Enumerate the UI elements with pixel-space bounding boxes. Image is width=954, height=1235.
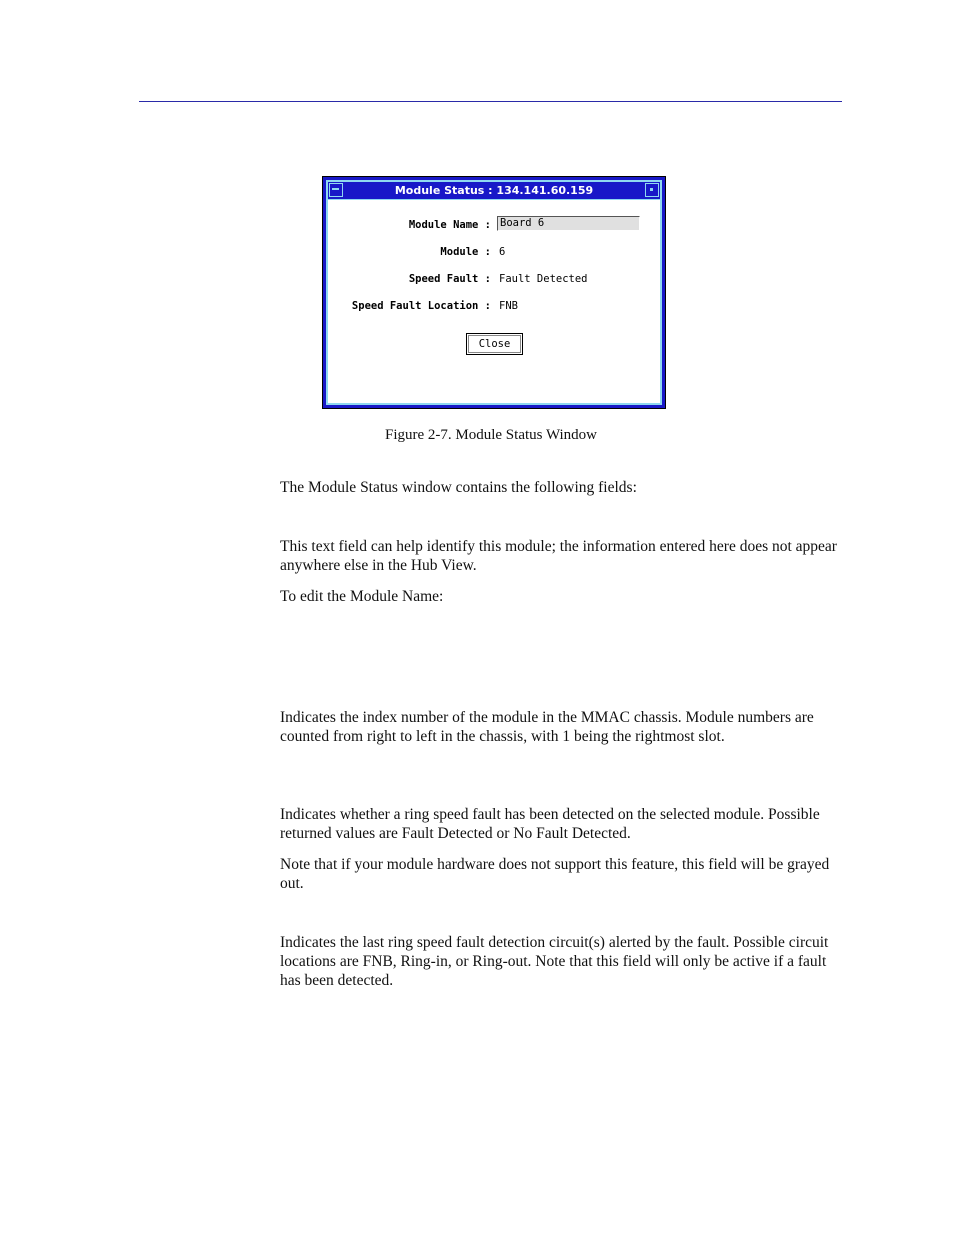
close-button-label: Close [468,335,521,353]
speed-fault-label: Speed Fault : [408,273,491,285]
close-button[interactable] [466,333,523,355]
window-title: Module Status : 134.141.60.159 [394,184,594,197]
figure-caption: Figure 2-7. Module Status Window [384,427,598,443]
speed-fault-value: Fault Detected [499,273,588,285]
window-menu-icon[interactable] [329,183,343,197]
speed-fault-location-label: Speed Fault Location : [351,300,491,312]
module-label: Module : [440,246,491,258]
module-value: 6 [499,246,506,258]
module-name-input[interactable]: Board 6 [497,216,640,231]
intro-paragraph: The Module Status window contains the following fields: [280,479,637,496]
speed-fault-note: Note that if your module hardware does not support this feature, this field will be grayed out. [280,856,830,892]
module-description: Indicates the index number of the module in the MMAC chassis. Module numbers are counted from right to left in the chassis, with 1 being the rightmost slot. [280,709,814,745]
speed-fault-location-description: Indicates the last ring speed fault detection circuit(s) alerted by the fault. Possible circuit locations are FNB, Ring-in, or Ring-out. Note that this field will only be active if a fault has been detected. [280,934,829,989]
minimize-icon[interactable] [645,183,659,197]
speed-fault-location-value: FNB [499,300,518,312]
module-name-label: Module Name : [408,219,491,231]
edit-module-name-instruction: To edit the Module Name: [280,588,444,605]
speed-fault-description: Indicates whether a ring speed fault has been detected on the selected module. Possible returned values are Fault Detected or No Fault Detected. [280,806,820,842]
module-status-window [322,176,666,409]
window-titlebar[interactable] [328,182,660,199]
window-client-area [328,200,660,403]
header-rule [139,101,842,102]
module-name-description: This text field can help identify this module; the information entered here does not appear anywhere else in the Hub View. [280,538,837,574]
window-frame [326,180,662,405]
